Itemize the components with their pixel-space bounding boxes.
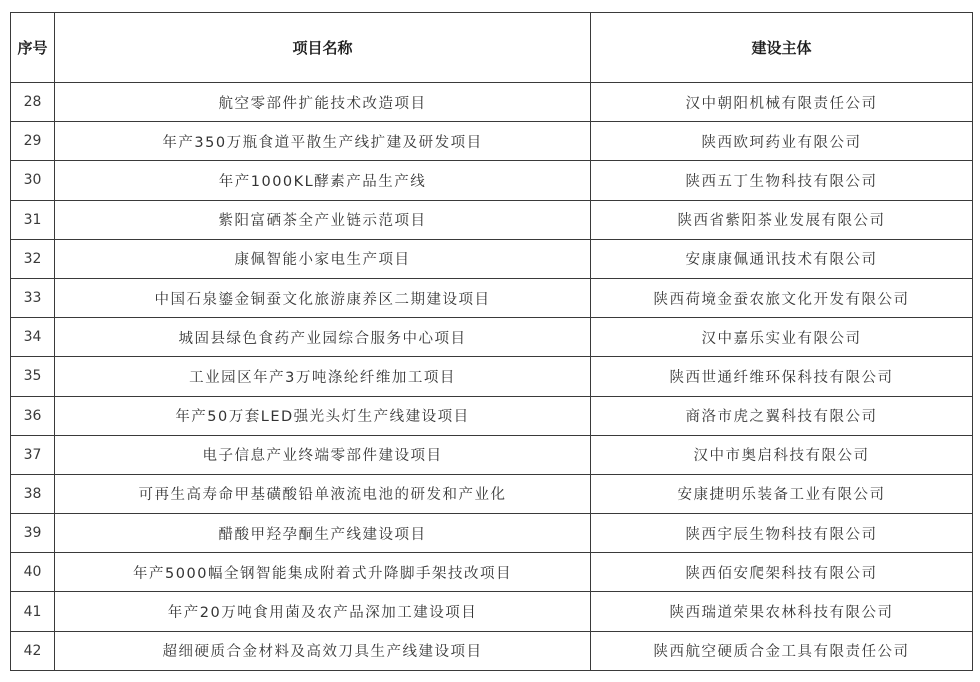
row-serial-number: 32 <box>11 239 55 278</box>
row-project-name: 紫阳富硒茶全产业链示范项目 <box>55 200 591 239</box>
row-project-name: 年产50万套LED强光头灯生产线建设项目 <box>55 396 591 435</box>
row-project-name: 工业园区年产3万吨涤纶纤维加工项目 <box>55 357 591 396</box>
row-project-name: 航空零部件扩能技术改造项目 <box>55 83 591 122</box>
row-project-name: 醋酸甲羟孕酮生产线建设项目 <box>55 514 591 553</box>
table-row <box>11 357 973 396</box>
table-row <box>11 83 973 122</box>
table-row <box>11 631 973 670</box>
project-table-container <box>10 12 972 671</box>
row-serial-number: 35 <box>11 357 55 396</box>
row-construction-entity: 商洛市虎之翼科技有限公司 <box>591 396 973 435</box>
row-serial-number: 28 <box>11 83 55 122</box>
table-row <box>11 122 973 161</box>
row-serial-number: 30 <box>11 161 55 200</box>
row-construction-entity: 陕西佰安爬架科技有限公司 <box>591 553 973 592</box>
table-row <box>11 318 973 357</box>
table-row <box>11 161 973 200</box>
row-construction-entity: 陕西宇辰生物科技有限公司 <box>591 514 973 553</box>
row-project-name: 城固县绿色食药产业园综合服务中心项目 <box>55 318 591 357</box>
row-project-name: 年产5000幅全钢智能集成附着式升降脚手架技改项目 <box>55 553 591 592</box>
table-row <box>11 200 973 239</box>
row-project-name: 超细硬质合金材料及高效刀具生产线建设项目 <box>55 631 591 670</box>
row-construction-entity: 陕西航空硬质合金工具有限责任公司 <box>591 631 973 670</box>
row-construction-entity: 陕西欧珂药业有限公司 <box>591 122 973 161</box>
table-header <box>11 13 973 83</box>
project-table <box>10 12 973 671</box>
row-construction-entity: 安康康佩通讯技术有限公司 <box>591 239 973 278</box>
table-body <box>11 83 973 671</box>
row-construction-entity: 汉中嘉乐实业有限公司 <box>591 318 973 357</box>
row-serial-number: 31 <box>11 200 55 239</box>
row-project-name: 电子信息产业终端零部件建设项目 <box>55 435 591 474</box>
row-serial-number: 33 <box>11 278 55 317</box>
table-row <box>11 474 973 513</box>
table-row <box>11 592 973 631</box>
header-row <box>11 13 973 83</box>
table-row <box>11 396 973 435</box>
table-row <box>11 514 973 553</box>
row-project-name: 可再生高寿命甲基磺酸铅单液流电池的研发和产业化 <box>55 474 591 513</box>
row-construction-entity: 陕西五丁生物科技有限公司 <box>591 161 973 200</box>
header-construction-entity: 建设主体 <box>591 13 973 83</box>
row-construction-entity: 陕西荷境金蚕农旅文化开发有限公司 <box>591 278 973 317</box>
table-row <box>11 553 973 592</box>
table-row <box>11 278 973 317</box>
row-construction-entity: 陕西世通纤维环保科技有限公司 <box>591 357 973 396</box>
header-project-name: 项目名称 <box>55 13 591 83</box>
row-serial-number: 36 <box>11 396 55 435</box>
header-serial-number: 序号 <box>11 13 55 83</box>
row-serial-number: 39 <box>11 514 55 553</box>
row-serial-number: 29 <box>11 122 55 161</box>
row-project-name: 年产1000KL酵素产品生产线 <box>55 161 591 200</box>
row-serial-number: 42 <box>11 631 55 670</box>
row-construction-entity: 陕西省紫阳茶业发展有限公司 <box>591 200 973 239</box>
row-construction-entity: 陕西瑞道荣果农林科技有限公司 <box>591 592 973 631</box>
row-project-name: 年产20万吨食用菌及农产品深加工建设项目 <box>55 592 591 631</box>
row-serial-number: 37 <box>11 435 55 474</box>
table-row <box>11 239 973 278</box>
row-construction-entity: 安康捷明乐装备工业有限公司 <box>591 474 973 513</box>
row-construction-entity: 汉中市奥启科技有限公司 <box>591 435 973 474</box>
row-construction-entity: 汉中朝阳机械有限责任公司 <box>591 83 973 122</box>
row-project-name: 中国石泉鎏金铜蚕文化旅游康养区二期建设项目 <box>55 278 591 317</box>
row-serial-number: 41 <box>11 592 55 631</box>
table-row <box>11 435 973 474</box>
row-serial-number: 40 <box>11 553 55 592</box>
row-serial-number: 34 <box>11 318 55 357</box>
row-serial-number: 38 <box>11 474 55 513</box>
row-project-name: 年产350万瓶食道平散生产线扩建及研发项目 <box>55 122 591 161</box>
row-project-name: 康佩智能小家电生产项目 <box>55 239 591 278</box>
